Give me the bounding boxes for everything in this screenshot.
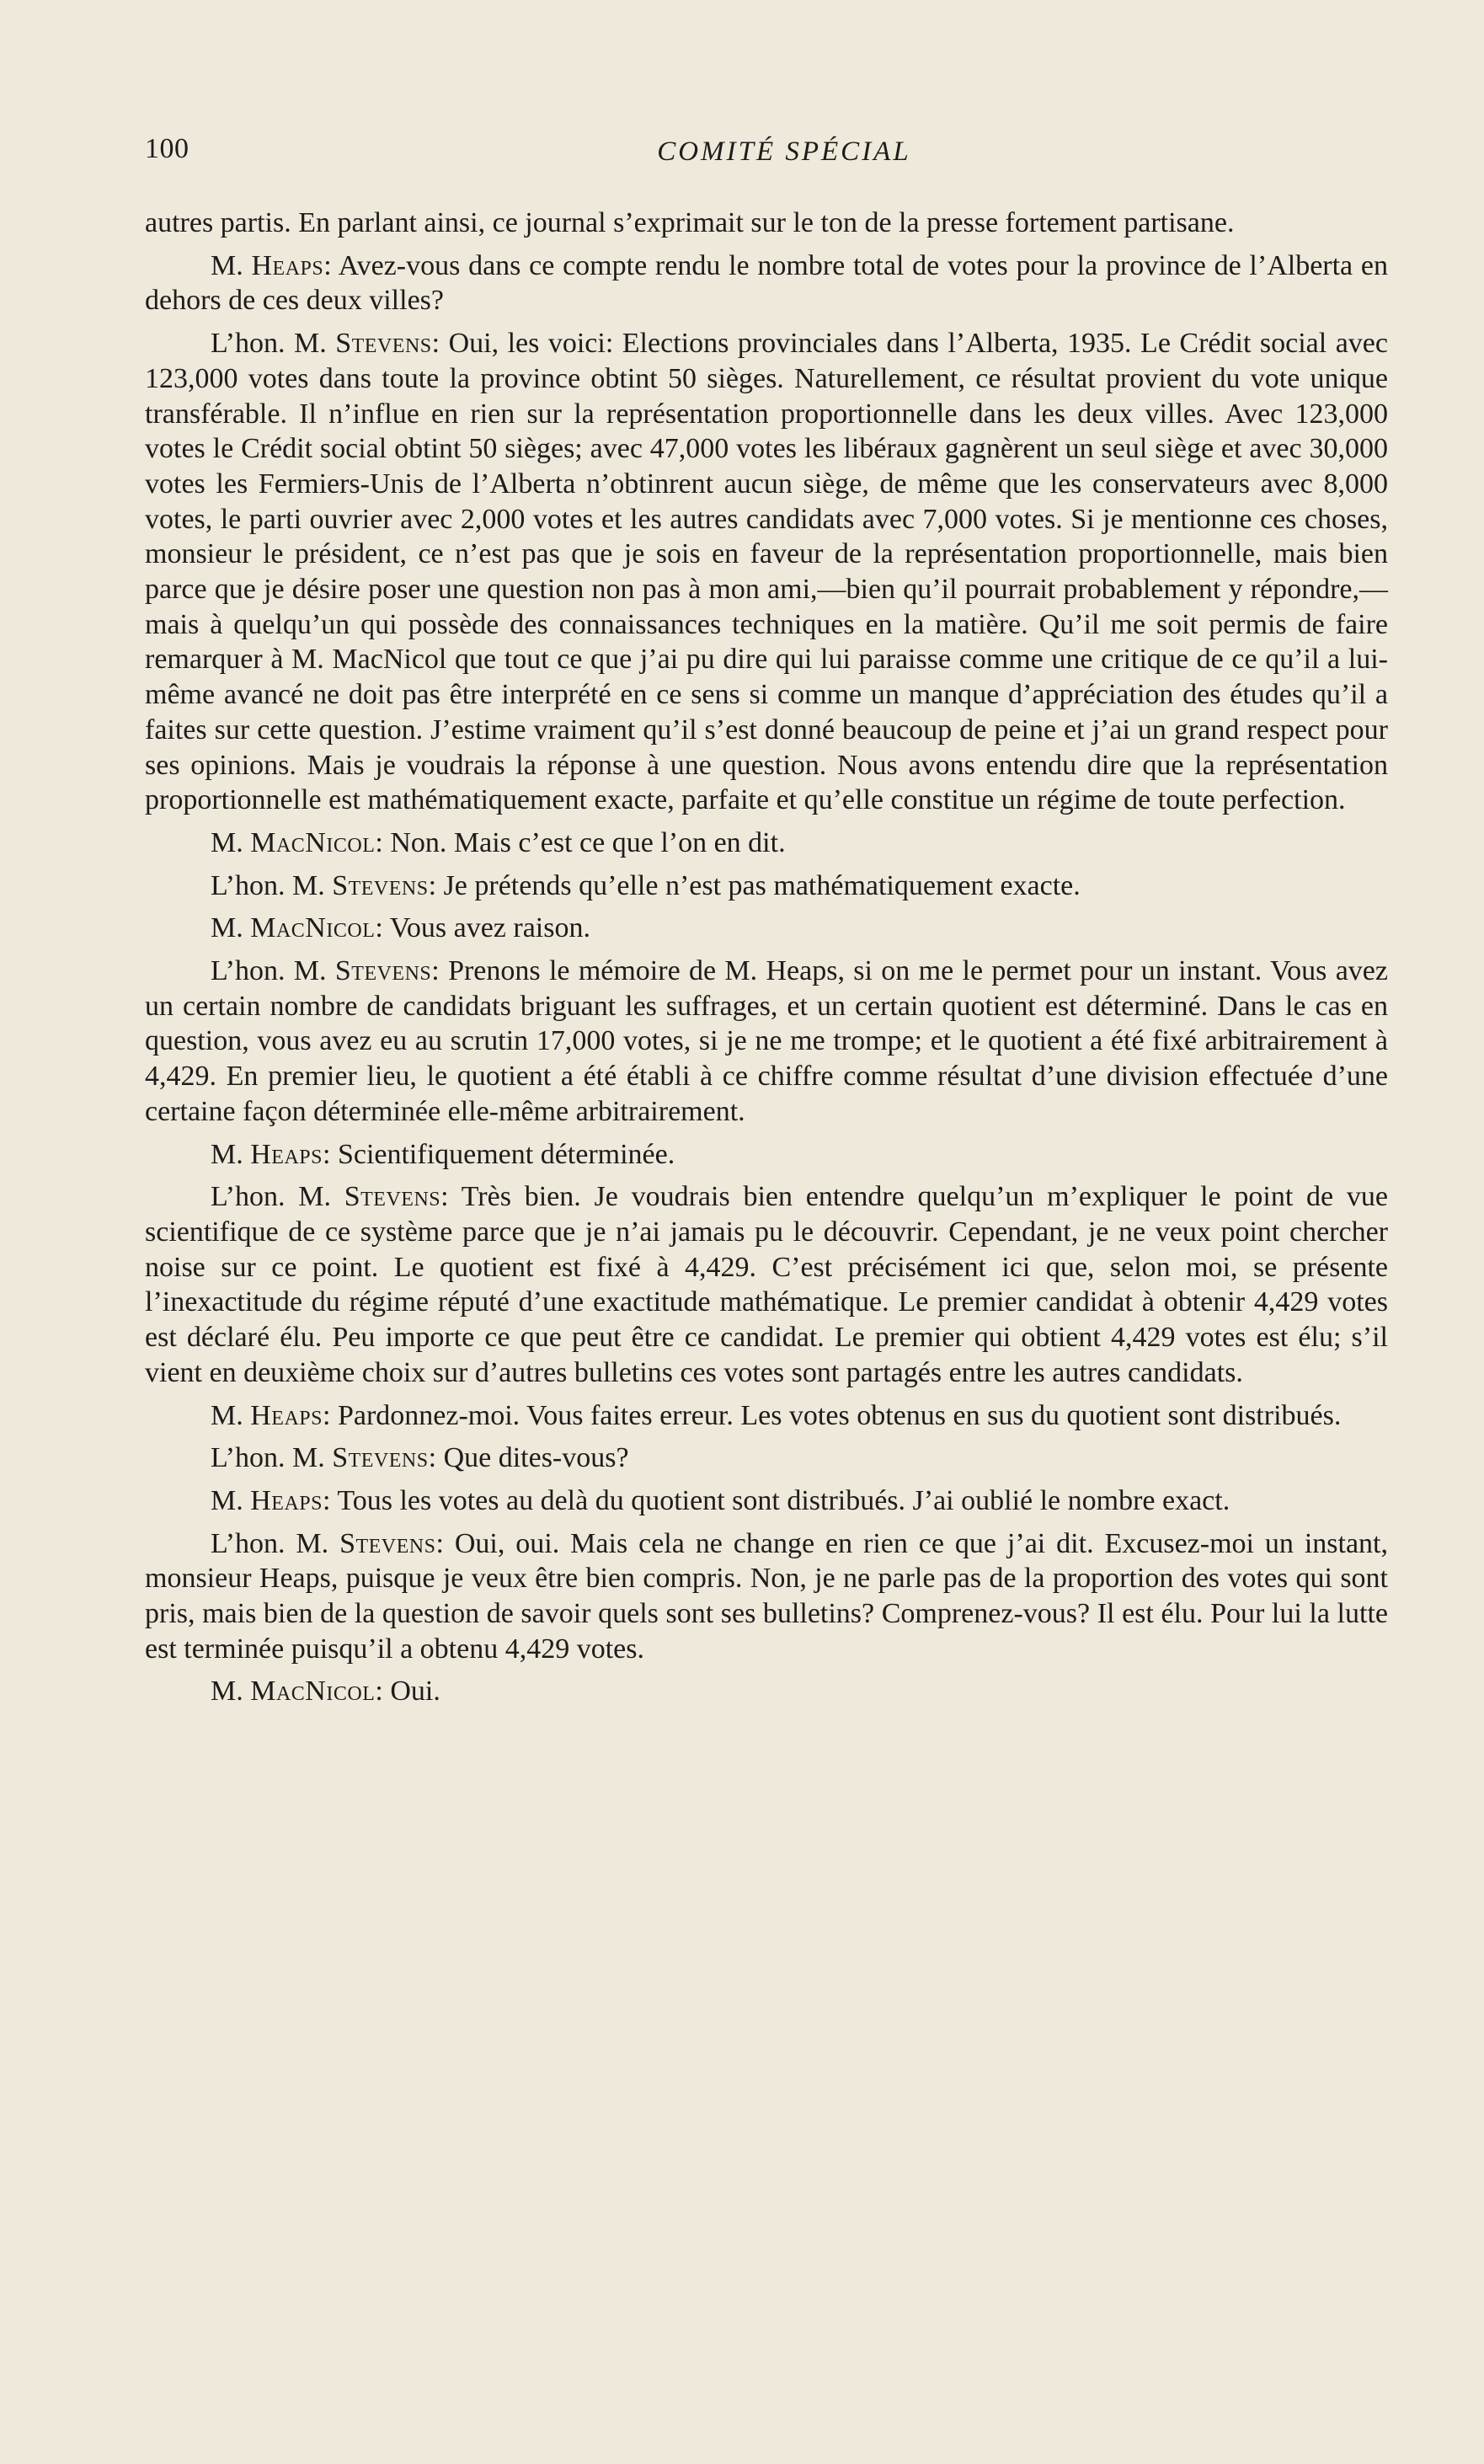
speaker-suffix: : <box>323 249 339 281</box>
speaker-name: MacNicol <box>250 1676 376 1708</box>
paragraph-text: Très bien. Je voudrais bien entendre quelqu’un m’expliquer le point de vue scientifique de ce système parce que je n’ai jamais pu le découvrir. Cependant, je ne veux point chercher noise sur ce point. Le quotient est fixé à 4,429. C’est précisément ici que, selon moi, se présente l’inexactitude du régime réputé d’une exactitude mathématique. Le premier candidat à obtenir 4,429 votes est déclaré élu. Peu importe ce que peut être ce candidat. Le premier qui obtient 4,429 votes est élu; s’il vient en deuxième choix sur d’autres bulletins ces votes sont partagés entre les autres candidats. <box>145 1181 1388 1388</box>
speaker-prefix: M. <box>211 1676 251 1708</box>
speaker-suffix: : <box>428 1442 444 1474</box>
speaker-suffix: : <box>375 912 390 944</box>
paragraph-text: Avez-vous dans ce compte rendu le nombre total de votes pour la province de l’Alberta en dehors de ces deux villes? <box>145 249 1388 317</box>
speaker-prefix: L’hon. M. <box>211 328 336 360</box>
speaker-prefix: M. <box>211 1138 251 1170</box>
speaker-prefix: M. <box>211 249 252 281</box>
speaker-name: Heaps <box>250 1484 323 1516</box>
speaker-suffix: : <box>435 1527 455 1559</box>
speaker-suffix: : <box>375 826 391 858</box>
speaker-prefix: L’hon. M. <box>211 1527 340 1559</box>
paragraph <box>145 911 1388 946</box>
paragraph-text: Oui. <box>390 1676 440 1708</box>
paragraph-text: Oui, les voici: Elections provinciales dans l’Alberta, 1935. Le Crédit social avec 123,000 votes dans toute la province obtint 50 sièges. Naturellement, ce résultat provient du vote unique transférable. Il n’influe en rien sur la représentation proportionnelle dans les deux villes. Avec 123,000 votes le Crédit social obtint 50 sièges; avec 47,000 votes les libéraux gagnèrent un seul siège et avec 30,000 votes les Fermiers-Unis de l’Alberta n’obtinrent aucun siège, de même que les conservateurs avec 8,000 votes, le parti ouvrier avec 2,000 votes et les autres candidats avec 7,000 votes. Si je mentionne ces choses, monsieur le président, ce n’est pas que je sois en faveur de la représentation proportionnelle, mais bien parce que je désire poser une question non pas à mon ami,—bien qu’il pourrait probablement y répondre,—mais à quelqu’un qui possède des connaissances techniques en la matière. Qu’il me soit permis de faire remarquer à M. MacNicol que tout ce que j’ai pu dire qui lui paraisse comme une critique de ce qu’il a lui-même avancé ne doit pas être interprété en ce sens si comme un manque d’appréciation des études qu’il a faites sur cette question. J’estime vraiment qu’il s’est donné beaucoup de peine et j’ai un grand respect pour ses opinions. Mais je voudrais la réponse à une question. Nous avons entendu dire que la représentation proportionnelle est mathématiquement exacte, parfaite et qu’elle constitue un régime de toute perfection. <box>145 328 1388 816</box>
speaker-suffix: : <box>322 1138 338 1170</box>
paragraph-text: Que dites-vous? <box>443 1442 629 1474</box>
speaker-suffix: : <box>322 1484 338 1516</box>
paragraph-text: Oui, oui. Mais cela ne change en rien ce que j’ai dit. Excusez-moi un instant, monsieur Heaps, puisque je veux être bien compris. Non, je ne parle pas de la proportion des votes qui sont pris, mais bien de la question de savoir quels sont ses bulletins? Comprenez-vous? Il est élu. Pour lui la lutte est terminée puisqu’il a obtenu 4,429 votes. <box>145 1527 1389 1665</box>
speaker-suffix: : <box>431 328 449 360</box>
speaker-suffix: : <box>440 1181 462 1213</box>
speaker-prefix: M. <box>211 1484 251 1516</box>
speaker-name: Stevens <box>332 869 429 901</box>
speaker-suffix: : <box>431 955 449 987</box>
paragraph <box>145 1440 1388 1476</box>
paragraph-text: Je prétends qu’elle n’est pas mathématiquement exacte. <box>443 869 1081 901</box>
paragraph <box>145 1526 1388 1667</box>
speaker-name: Stevens <box>344 1181 441 1213</box>
paragraph <box>145 326 1388 818</box>
paragraph <box>145 206 1388 241</box>
paragraph-text: Non. Mais c’est ce que l’on en dit. <box>390 826 786 858</box>
paragraph <box>145 826 1388 861</box>
speaker-prefix: L’hon. M. <box>211 955 335 987</box>
speaker-suffix: : <box>375 1676 391 1708</box>
speaker-prefix: M. <box>211 826 251 858</box>
paragraph <box>145 1179 1388 1390</box>
speaker-name: MacNicol <box>250 826 376 858</box>
paragraph <box>145 1483 1388 1519</box>
paragraph-text: autres partis. En parlant ainsi, ce journal s’exprimait sur le ton de la presse fortement partisane. <box>145 207 1235 238</box>
speaker-name: Stevens <box>332 1442 429 1474</box>
page-number: 100 <box>145 133 190 164</box>
speaker-name: Stevens <box>334 955 432 987</box>
paragraph-text: Prenons le mémoire de M. Heaps, si on me le permet pour un instant. Vous avez un certain nombre de candidats briguant les suffrages, et un certain quotient est déterminé. Dans le cas en question, vous avez eu au scrutin 17,000 votes, si je ne me trompe; et le quotient a été fixé arbitrairement à 4,429. En premier lieu, le quotient a été établi à ce chiffre comme résultat d’une division effectuée d’une certaine façon déterminée elle-même arbitrairement. <box>145 955 1388 1127</box>
speaker-name: Stevens <box>335 328 432 360</box>
speaker-prefix: M. <box>211 912 251 944</box>
speaker-prefix: L’hon. M. <box>211 1181 344 1213</box>
speaker-prefix: L’hon. M. <box>211 1442 333 1474</box>
paragraph-text: Pardonnez-moi. Vous faites erreur. Les votes obtenus en sus du quotient sont distribués. <box>337 1399 1342 1431</box>
speaker-suffix: : <box>428 869 444 901</box>
speaker-name: Stevens <box>339 1527 436 1559</box>
paragraph <box>145 249 1388 318</box>
paragraph-text: Vous avez raison. <box>389 912 590 944</box>
paragraph-text: Scientifiquement déterminée. <box>337 1138 675 1170</box>
speaker-name: Heaps <box>250 1138 323 1170</box>
speaker-name: Heaps <box>251 249 324 281</box>
paragraph <box>145 1398 1388 1434</box>
speaker-prefix: L’hon. M. <box>211 869 333 901</box>
paragraph <box>145 1674 1388 1709</box>
paragraph-text: Tous les votes au delà du quotient sont distribués. J’ai oublié le nombre exact. <box>337 1484 1230 1516</box>
speaker-suffix: : <box>322 1399 338 1431</box>
paragraph <box>145 954 1388 1130</box>
running-title: COMITÉ SPÉCIAL <box>657 136 911 167</box>
body-text <box>145 206 1388 1717</box>
speaker-prefix: M. <box>211 1399 251 1431</box>
speaker-name: MacNicol <box>250 912 376 944</box>
speaker-name: Heaps <box>250 1399 323 1431</box>
paragraph <box>145 869 1388 904</box>
page-header <box>145 133 1390 175</box>
paragraph <box>145 1137 1388 1173</box>
